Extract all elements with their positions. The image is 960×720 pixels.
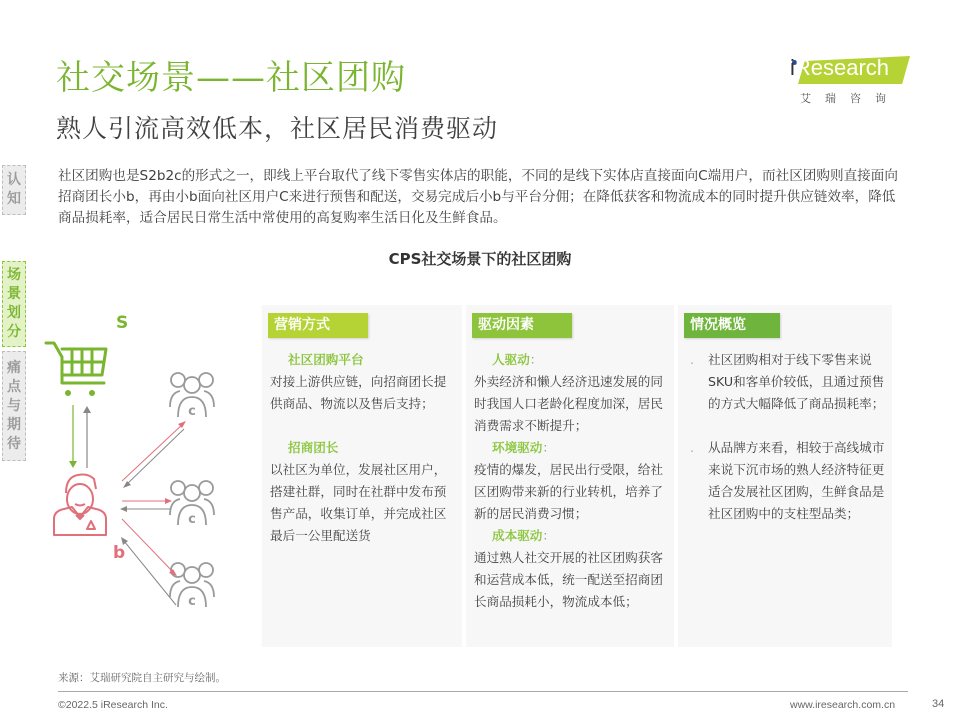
leader-label: b [113,543,126,563]
sidenav-char: 痛 [7,359,21,376]
shopping-cart-icon [46,343,106,396]
iresearch-logo [790,50,920,110]
website-link[interactable]: www.iresearch.com.cn [790,699,896,711]
page-number: 34 [932,698,945,710]
sidenav-char: 待 [7,435,21,452]
consumer-label-3: c [188,594,196,609]
consumer-label-2: c [188,512,196,527]
sidenav-char: 景 [7,286,21,302]
side-navigation [2,165,26,465]
group-leader-icon [54,475,106,536]
logo-chinese-name: 艾瑞咨询 [800,92,900,105]
bullet-item: . 社区团购相对于线下零售来说SKU和客单价较低，且通过预售的方式大幅降低了商品损耗率； [686,349,886,415]
section-text: 疫情的爆发，居民出行受限，给社区团购带来新的行业转机，培养了新的居民消费习惯； [474,462,663,521]
panel-marketing-method [262,305,462,647]
copyright: ©2022.5 iResearch Inc. [58,699,168,711]
section-heading: 招商团长 [288,440,339,455]
sidenav-item-scenarios[interactable] [2,261,26,347]
sidenav-item-cognition[interactable] [2,165,26,215]
bullet-item: . 从品牌方来看，相较于高线城市来说下沉市场的熟人经济特征更适合发展社区团购，生鲜食品是社区团购中的支柱型品类； [686,437,886,525]
source-note: 来源：艾瑞研究院自主研究与绘制。 [58,672,226,684]
section-text: 外卖经济和懒人经济迅速发展的同时我国人口老龄化程度加深，居民消费需求不断提升； [474,374,663,433]
sidenav-char: 划 [7,305,21,321]
section-text: 以社区为单位，发展社区用户，搭建社群，同时在社群中发布预售产品，收集订单，并完成社区最后一公里配送货 [270,462,447,543]
section-heading: 人驱动： [492,352,543,367]
section-text: 对接上游供应链，向招商团长提供商品、物流以及售后支持； [270,374,447,411]
section-heading: 社区团购平台 [288,352,364,367]
sidenav-char: 场 [7,267,21,283]
panel-body [270,349,456,547]
logo-brand-name: Research [794,55,890,80]
sidenav-char: 与 [7,397,21,414]
sidenav-char: 知 [7,191,21,207]
consumer-label-1: c [188,404,196,419]
section-heading: 环境驱动： [492,440,555,455]
page-title: 社交场景——社区团购 [56,58,406,98]
section-heading: 成本驱动： [492,528,555,543]
panel-driving-factors [466,305,674,647]
s2b2c-diagram [40,305,260,625]
diagram-title: CPS社交场景下的社区团购 [388,250,572,268]
panel-header: 情况概览 [684,313,780,338]
panel-header: 驱动因素 [472,313,572,338]
supplier-label: S [116,313,129,333]
panel-overview [678,305,892,647]
logo-wordmark [790,55,889,81]
sidenav-item-pain-points[interactable] [2,351,26,461]
panel-body [686,349,886,525]
panel-body [474,349,668,613]
footer-divider [58,691,908,692]
sidenav-char: 分 [7,324,21,340]
sidenav-char: 点 [7,378,21,395]
page-subtitle: 熟人引流高效低本，社区居民消费驱动 [56,114,499,143]
sidenav-char: 认 [7,172,21,188]
supply-arrows [69,405,91,468]
section-text: 通过熟人社交开展的社区团购获客和运营成本低，统一配送至招商团长商品损耗小，物流成本低； [474,550,663,609]
panel-header: 营销方式 [268,313,368,338]
sidenav-char: 期 [7,416,21,433]
logo-prefix: i [790,55,795,80]
intro-paragraph: 社区团购也是S2b2c的形式之一，即线上平台取代了线下零售实体店的职能，不同的是线下实体店直接面向C端用户，而社区团购则直接面向招商团长小b，再由小b面向社区用户C来进行预售和配送，交易完成后小b与平台分佣；在降低获客和物流成本的同时提升供应链效率，降低商品损耗率，适合居民日常生活中常使用的高复购率生活日化及生鲜食品。 [58,168,898,226]
